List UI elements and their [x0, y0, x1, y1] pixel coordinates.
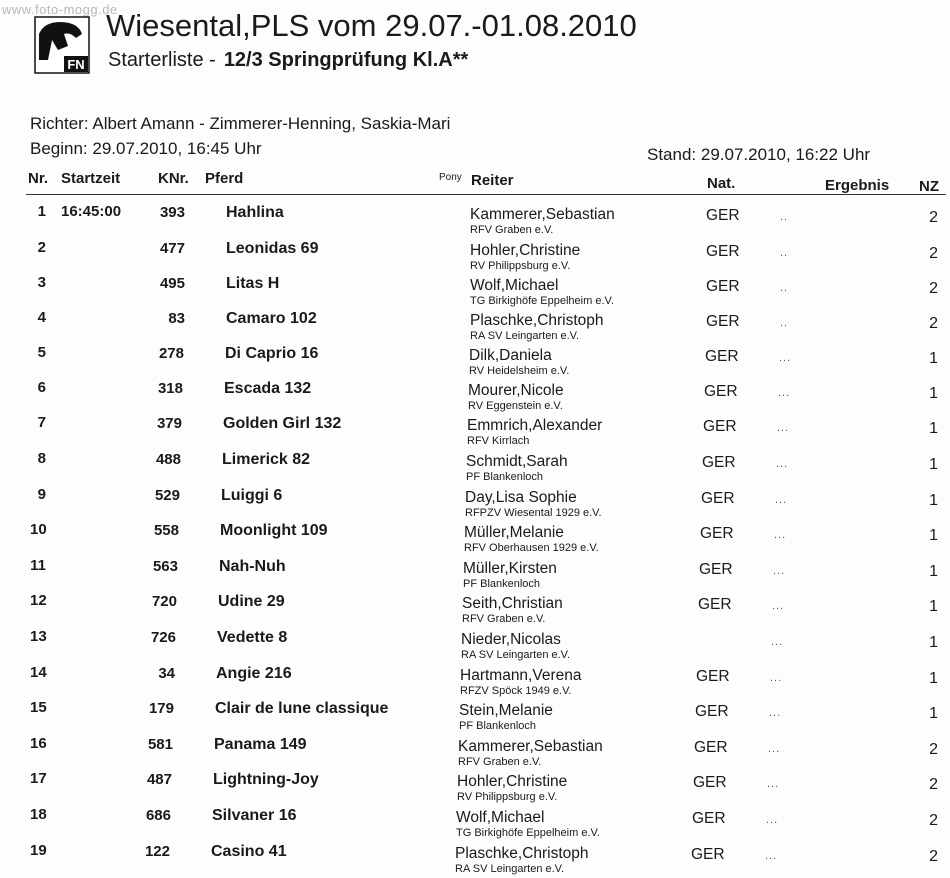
row-number: 11: [30, 557, 46, 574]
horse-name: Panama 149: [214, 736, 307, 753]
nationality: GER: [691, 846, 725, 863]
nationality: GER: [695, 703, 729, 720]
head-number: 495: [159, 275, 185, 292]
horse-name: Luiggi 6: [221, 487, 283, 504]
nz-value: 1: [929, 420, 938, 437]
table-row: [0, 239, 950, 274]
nationality: GER: [705, 348, 739, 365]
rider-club: PF Blankenloch: [459, 720, 537, 732]
horse-name: Hahlina: [226, 204, 284, 221]
head-number: 529: [154, 487, 180, 504]
rider-club: TG Birkighöfe Eppelheim e.V.: [470, 295, 614, 307]
rider-club: RV Philippsburg e.V.: [470, 260, 571, 272]
beginn-line: Beginn: 29.07.2010, 16:45 Uhr: [30, 139, 262, 158]
nationality: GER: [706, 313, 740, 330]
rider-club: RFV Oberhausen 1929 e.V.: [464, 542, 599, 554]
nz-value: 1: [929, 563, 938, 580]
nationality: GER: [694, 739, 728, 756]
table-row: [0, 414, 950, 449]
result: ...: [778, 387, 791, 399]
result: ...: [775, 494, 788, 506]
rider-club: RV Philippsburg e.V.: [457, 791, 558, 803]
nz-value: 1: [929, 456, 938, 473]
rider-club: PF Blankenloch: [466, 471, 544, 483]
result: ...: [772, 600, 785, 612]
result: ...: [779, 352, 792, 364]
table-row: [0, 664, 950, 699]
row-number: 6: [37, 379, 46, 396]
subtitle-competition: 12/3 Springprüfung Kl.A**: [223, 49, 469, 71]
col-pferd: Pferd: [205, 170, 244, 187]
page-title: Wiesental,PLS vom 29.07.-01.08.2010: [106, 8, 637, 43]
row-number: 16: [30, 735, 47, 752]
rider-name: Kammerer,Sebastian: [458, 738, 603, 755]
nz-value: 2: [929, 812, 938, 829]
rider-name: Müller,Kirsten: [463, 560, 557, 577]
horse-name: Limerick 82: [222, 451, 311, 468]
rider-club: RFPZV Wiesental 1929 e.V.: [465, 507, 602, 519]
result: ...: [768, 743, 781, 755]
row-number: 10: [30, 521, 47, 538]
nationality: GER: [692, 810, 726, 827]
rider-name: Hohler,Christine: [470, 242, 581, 259]
nz-value: 1: [929, 634, 938, 651]
nz-value: 2: [929, 280, 938, 297]
horse-name: Vedette 8: [217, 629, 288, 646]
rider-name: Emmrich,Alexander: [467, 417, 603, 434]
rider-name: Wolf,Michael: [470, 277, 559, 294]
horse-name: Golden Girl 132: [223, 415, 342, 432]
result: ...: [777, 422, 790, 434]
result: ...: [766, 814, 779, 826]
rider-club: RA SV Leingarten e.V.: [461, 649, 571, 661]
head-number: 581: [147, 736, 173, 753]
horse-name: Lightning-Joy: [213, 771, 319, 788]
row-number: 1: [37, 203, 46, 220]
table-row: [0, 450, 950, 485]
table-row: [0, 592, 950, 627]
nz-value: 2: [929, 848, 938, 865]
nationality: GER: [706, 243, 740, 260]
row-number: 12: [30, 592, 47, 609]
table-row: [0, 344, 950, 379]
head-number: 686: [145, 807, 171, 824]
table-row: [0, 309, 950, 344]
head-number: 122: [144, 843, 170, 860]
rider-club: RV Heidelsheim e.V.: [469, 365, 570, 377]
row-number: 13: [30, 628, 47, 645]
result: ...: [776, 458, 789, 470]
nz-value: 2: [929, 245, 938, 262]
nationality: GER: [698, 596, 732, 613]
rider-name: Seith,Christian: [462, 595, 563, 612]
horse-name: Udine 29: [218, 593, 285, 610]
result: ...: [765, 850, 778, 862]
row-number: 2: [37, 239, 46, 256]
rider-name: Plaschke,Christoph: [470, 312, 604, 329]
head-number: 393: [159, 204, 185, 221]
col-startzeit: Startzeit: [61, 170, 121, 187]
rider-club: RV Eggenstein e.V.: [468, 400, 563, 412]
table-row: [0, 379, 950, 414]
row-number: 9: [37, 486, 46, 503]
col-nat: Nat.: [707, 175, 736, 192]
fn-logo: [34, 16, 90, 74]
rider-club: RFZV Spöck 1949 e.V.: [460, 685, 572, 697]
nationality: GER: [706, 278, 740, 295]
rider-name: Day,Lisa Sophie: [465, 489, 577, 506]
nz-value: 2: [929, 776, 938, 793]
head-number: 83: [168, 310, 185, 327]
nz-value: 1: [929, 705, 938, 722]
result: ...: [774, 529, 787, 541]
row-number: 14: [30, 664, 47, 681]
richter-line: Richter: Albert Amann - Zimmerer-Henning, Saskia-Mari: [30, 114, 451, 133]
result: ...: [770, 672, 783, 684]
horse-name: Leonidas 69: [226, 240, 319, 257]
result: ...: [767, 778, 780, 790]
subtitle-prefix: Starterliste -: [108, 49, 216, 71]
col-ergebnis: Ergebnis: [825, 177, 890, 194]
nz-value: 2: [929, 315, 938, 332]
rider-club: RFV Graben e.V.: [458, 756, 542, 768]
horse-name: Silvaner 16: [212, 807, 297, 824]
nationality: GER: [706, 207, 740, 224]
horse-name: Escada 132: [224, 380, 312, 397]
stand-line: Stand: 29.07.2010, 16:22 Uhr: [647, 145, 871, 164]
table-row: [0, 735, 950, 770]
rider-club: PF Blankenloch: [463, 578, 541, 590]
table-row: [0, 628, 950, 663]
rider-name: Schmidt,Sarah: [466, 453, 568, 470]
head-number: 487: [146, 771, 172, 788]
horse-name: Clair de lune classique: [215, 700, 389, 717]
watermark: www.foto-mogg.de: [2, 2, 118, 17]
head-number: 563: [152, 558, 178, 575]
rider-name: Nieder,Nicolas: [461, 631, 561, 648]
table-row: [0, 842, 950, 877]
nz-value: 1: [929, 670, 938, 687]
col-pony: Pony: [439, 172, 462, 183]
nationality: GER: [696, 668, 730, 685]
rider-club: RFV Graben e.V.: [462, 613, 546, 625]
head-number: 318: [157, 380, 183, 397]
table-row: [0, 806, 950, 841]
head-number: 720: [151, 593, 177, 610]
header-divider: [26, 194, 946, 195]
head-number: 179: [148, 700, 174, 717]
table-row: [0, 486, 950, 521]
result: ..: [780, 247, 789, 259]
head-number: 558: [153, 522, 179, 539]
rider-name: Plaschke,Christoph: [455, 845, 589, 862]
nz-value: 1: [929, 350, 938, 367]
nz-value: 1: [929, 598, 938, 615]
head-number: 477: [159, 240, 185, 257]
nationality: GER: [702, 454, 736, 471]
horse-name: Litas H: [226, 275, 280, 292]
result: ..: [780, 211, 789, 223]
nationality: GER: [699, 561, 733, 578]
horse-name: Nah-Nuh: [219, 558, 286, 575]
row-number: 19: [30, 842, 47, 859]
row-number: 18: [30, 806, 47, 823]
row-number: 8: [37, 450, 46, 467]
horse-name: Angie 216: [216, 665, 292, 682]
rider-club: RFV Kirrlach: [467, 435, 530, 447]
row-number: 3: [37, 274, 46, 291]
nationality: GER: [701, 490, 735, 507]
row-number: 7: [37, 414, 46, 431]
page-subtitle: [108, 49, 468, 72]
rider-name: Dilk,Daniela: [469, 347, 552, 364]
horse-name: Camaro 102: [226, 310, 317, 327]
row-number: 17: [30, 770, 47, 787]
horse-name: Casino 41: [211, 843, 287, 860]
rider-name: Stein,Melanie: [459, 702, 553, 719]
result: ..: [780, 282, 789, 294]
logo-text: FN: [67, 57, 85, 72]
nationality: GER: [704, 383, 738, 400]
rider-name: Hartmann,Verena: [460, 667, 582, 684]
nz-value: 1: [929, 385, 938, 402]
table-row: [0, 521, 950, 556]
head-number: 488: [155, 451, 181, 468]
rider-club: TG Birkighöfe Eppelheim e.V.: [456, 827, 600, 839]
col-nr: Nr.: [28, 170, 49, 187]
nationality: GER: [703, 418, 737, 435]
rider-name: Mourer,Nicole: [468, 382, 564, 399]
horse-name: Moonlight 109: [220, 522, 328, 539]
row-number: 15: [30, 699, 47, 716]
head-number: 379: [156, 415, 182, 432]
rider-club: RA SV Leingarten e.V.: [470, 330, 580, 342]
table-row: [0, 274, 950, 309]
table-row: [0, 770, 950, 805]
nz-value: 1: [929, 527, 938, 544]
nz-value: 1: [929, 492, 938, 509]
start-time: 16:45:00: [61, 203, 122, 220]
rider-name: Kammerer,Sebastian: [470, 206, 615, 223]
row-number: 4: [37, 309, 46, 326]
head-number: 34: [158, 665, 175, 682]
col-nz: NZ: [919, 178, 939, 195]
nationality: GER: [693, 774, 727, 791]
table-row: [0, 557, 950, 592]
result: ..: [780, 317, 789, 329]
rider-name: Wolf,Michael: [456, 809, 545, 826]
table-header: [0, 170, 950, 195]
col-reiter: Reiter: [471, 172, 514, 189]
nz-value: 2: [929, 741, 938, 758]
col-knr: KNr.: [158, 170, 189, 187]
table-row: [0, 699, 950, 734]
rider-name: Hohler,Christine: [457, 773, 568, 790]
result: ...: [769, 707, 782, 719]
horse-name: Di Caprio 16: [225, 345, 319, 362]
rider-name: Müller,Melanie: [464, 524, 564, 541]
nz-value: 2: [929, 209, 938, 226]
table-row: [0, 203, 950, 238]
nationality: GER: [700, 525, 734, 542]
rider-club: RA SV Leingarten e.V.: [455, 863, 565, 875]
result: ...: [771, 636, 784, 648]
head-number: 726: [150, 629, 176, 646]
result: ...: [773, 565, 786, 577]
head-number: 278: [158, 345, 184, 362]
rider-club: RFV Graben e.V.: [470, 224, 554, 236]
row-number: 5: [37, 344, 46, 361]
